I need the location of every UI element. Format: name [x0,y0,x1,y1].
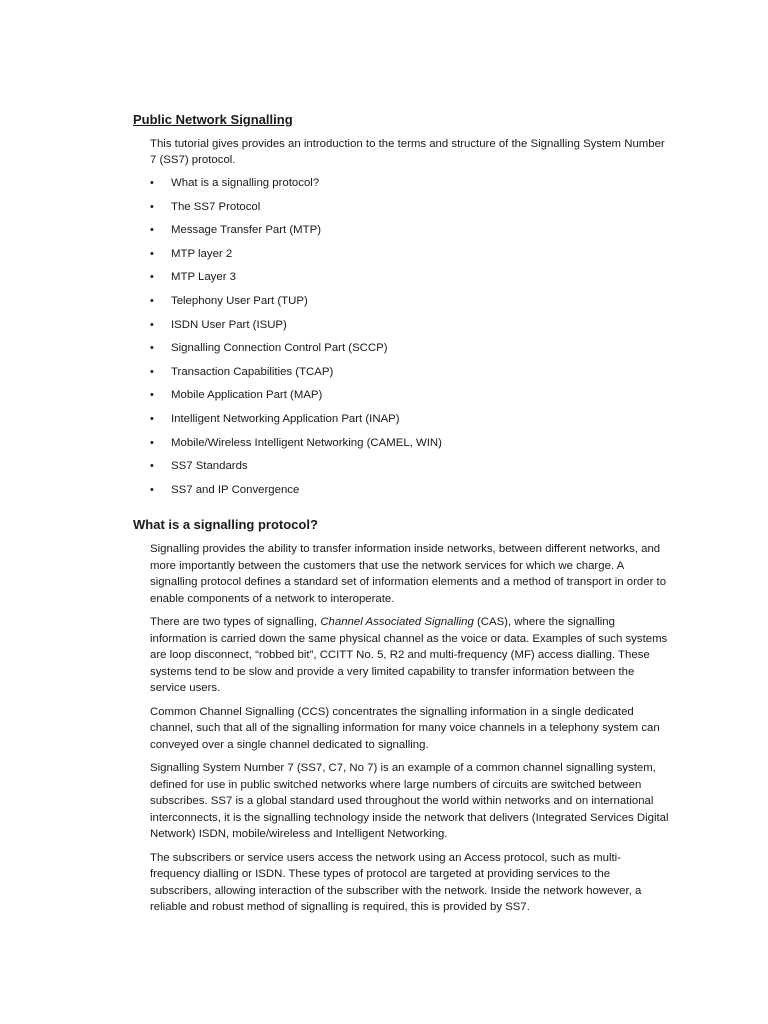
paragraph: Common Channel Signalling (CCS) concentrates the signalling information in a single dedicated channel, such that all of the signalling information for many voice channels in a telephony system can conveyed over a single channel dedicated to signalling. [150,705,660,751]
list-item [150,411,442,435]
topic-list [150,175,442,505]
list-item-text: Transaction Capabilities (TCAP) [171,365,334,378]
list-item [150,175,442,199]
intro-paragraph: This tutorial gives provides an introduction to the terms and structure of the Signalling System Number 7 (SS7) protocol. [150,138,665,166]
list-item [150,199,442,223]
list-item [150,482,442,506]
bullet-icon: • [150,200,154,213]
list-item [150,435,442,459]
bullet-icon: • [150,365,154,378]
paragraph: Signalling System Number 7 (SS7, C7, No 7) is an example of a common channel signalling system, defined for use in public switched networks where large numbers of circuits are switched between subscribes. SS7 is a global standard used throughout the world within networks and on international interconnects, it is the signalling technology inside the network that delivers (Integrated Services Digital Network) ISDN, mobile/wireless and Intelligent Networking. [150,762,669,840]
paragraph: Signalling provides the ability to transfer information inside networks, between different networks, and more importantly between the customers that use the network services for which we charge. A signalling protocol defines a standard set of information elements and a method of transport in order to enable components of a network to interoperate. [150,543,667,605]
list-item [150,364,442,388]
bullet-icon: • [150,224,154,237]
emphasis-text: Channel Associated Signalling [320,616,474,628]
section-title-public-network-signalling: Public Network Signalling [133,112,293,127]
bullet-icon: • [150,342,154,355]
list-item [150,269,442,293]
list-item [150,340,442,364]
list-item-text: Signalling Connection Control Part (SCCP) [171,342,388,355]
list-item [150,458,442,482]
list-item-text: What is a signalling protocol? [171,177,320,189]
list-item-text: Message Transfer Part (MTP) [171,224,322,237]
list-item-text: SS7 and IP Convergence [171,483,300,496]
section-title-what-is-signalling-protocol: What is a signalling protocol? [133,517,318,532]
bullet-icon: • [150,412,154,425]
list-item [150,317,442,341]
paragraph [150,614,670,697]
bullet-icon: • [150,271,154,284]
paragraph-text: There are two types of signalling, [150,616,321,628]
bullet-icon: • [150,294,154,307]
bullet-icon: • [150,389,154,402]
list-item [150,387,442,411]
bullet-icon: • [150,483,154,496]
list-item-text: The SS7 Protocol [171,200,261,213]
list-item-text: Telephony User Part (TUP) [171,294,308,307]
list-item [150,293,442,317]
list-item [150,246,442,270]
list-item-text: Intelligent Networking Application Part (INAP) [171,412,400,425]
list-item-text: MTP layer 2 [171,247,233,260]
bullet-icon: • [150,460,154,473]
paragraph: The subscribers or service users access the network using an Access protocol, such as multi-frequency dialling or ISDN. These types of protocol are targeted at providing services to the subscribers, allowing interaction of the subscriber with the network. Inside the network however, a reliable and robust method of signalling is required, this is provided by SS7. [150,851,642,913]
bullet-icon: • [150,436,154,449]
bullet-icon: • [150,177,154,189]
list-item-text: Mobile/Wireless Intelligent Networking (CAMEL, WIN) [171,436,442,449]
list-item [150,222,442,246]
list-item-text: Mobile Application Part (MAP) [171,389,323,402]
section-body [150,541,670,923]
paragraph-text: (CAS), where the signalling information is carried down the same physical channel as the voice or data. Examples of such systems are loop disconnect, “robbed bit”, CCITT No. 5, R2 and multi-frequency (MF) access dialling. These systems tend to be slow and provide a very limited capability to transfer information between the service users. [150,616,668,694]
bullet-icon: • [150,318,154,331]
list-item-text: MTP Layer 3 [171,271,236,284]
list-item-text: SS7 Standards [171,460,248,473]
bullet-icon: • [150,247,154,260]
list-item-text: ISDN User Part (ISUP) [171,318,287,331]
